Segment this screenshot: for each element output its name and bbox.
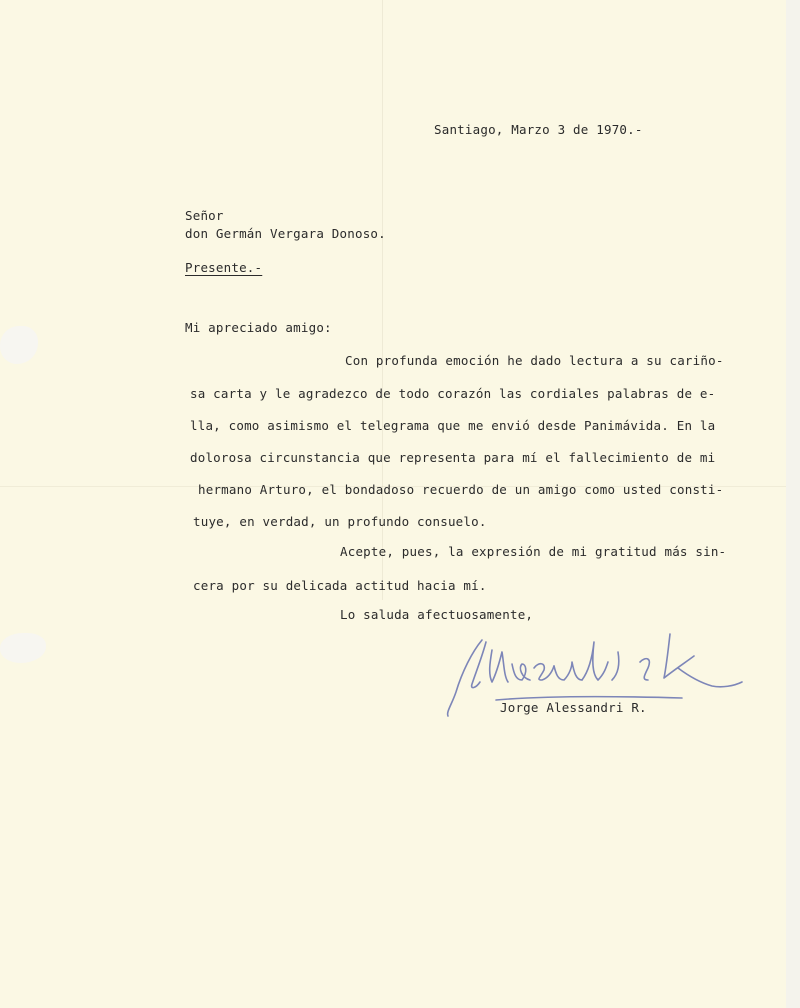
body-line: Con profunda emoción he dado lectura a su cariño- xyxy=(345,353,724,368)
closing: Lo saluda afectuosamente, xyxy=(340,607,534,622)
body-line: lla, como asimismo el telegrama que me envió desde Panimávida. En la xyxy=(190,418,716,433)
body-line: sa carta y le agradezco de todo corazón las cordiales palabras de e- xyxy=(190,386,716,401)
punch-hole-bottom xyxy=(0,633,46,663)
body-line: cera por su delicada actitud hacia mí. xyxy=(193,578,487,593)
body-line: hermano Arturo, el bondadoso recuerdo de un amigo como usted consti- xyxy=(198,482,724,497)
body-line: dolorosa circunstancia que representa para mí el fallecimiento de mi xyxy=(190,450,716,465)
punch-hole-top xyxy=(0,326,38,364)
letter-date: Santiago, Marzo 3 de 1970.- xyxy=(434,122,643,137)
recipient-title: Señor xyxy=(185,208,224,223)
recipient-name: don Germán Vergara Donoso. xyxy=(185,226,386,241)
signer-name: Jorge Alessandri R. xyxy=(500,700,647,715)
salutation: Mi apreciado amigo: xyxy=(185,320,332,335)
body-line: tuye, en verdad, un profundo consuelo. xyxy=(193,514,487,529)
scan-edge xyxy=(786,0,800,1008)
body-line: Acepte, pues, la expresión de mi gratitud más sin- xyxy=(340,544,727,559)
recipient-presente: Presente.- xyxy=(185,260,263,275)
paper-fold-vertical xyxy=(382,0,383,600)
